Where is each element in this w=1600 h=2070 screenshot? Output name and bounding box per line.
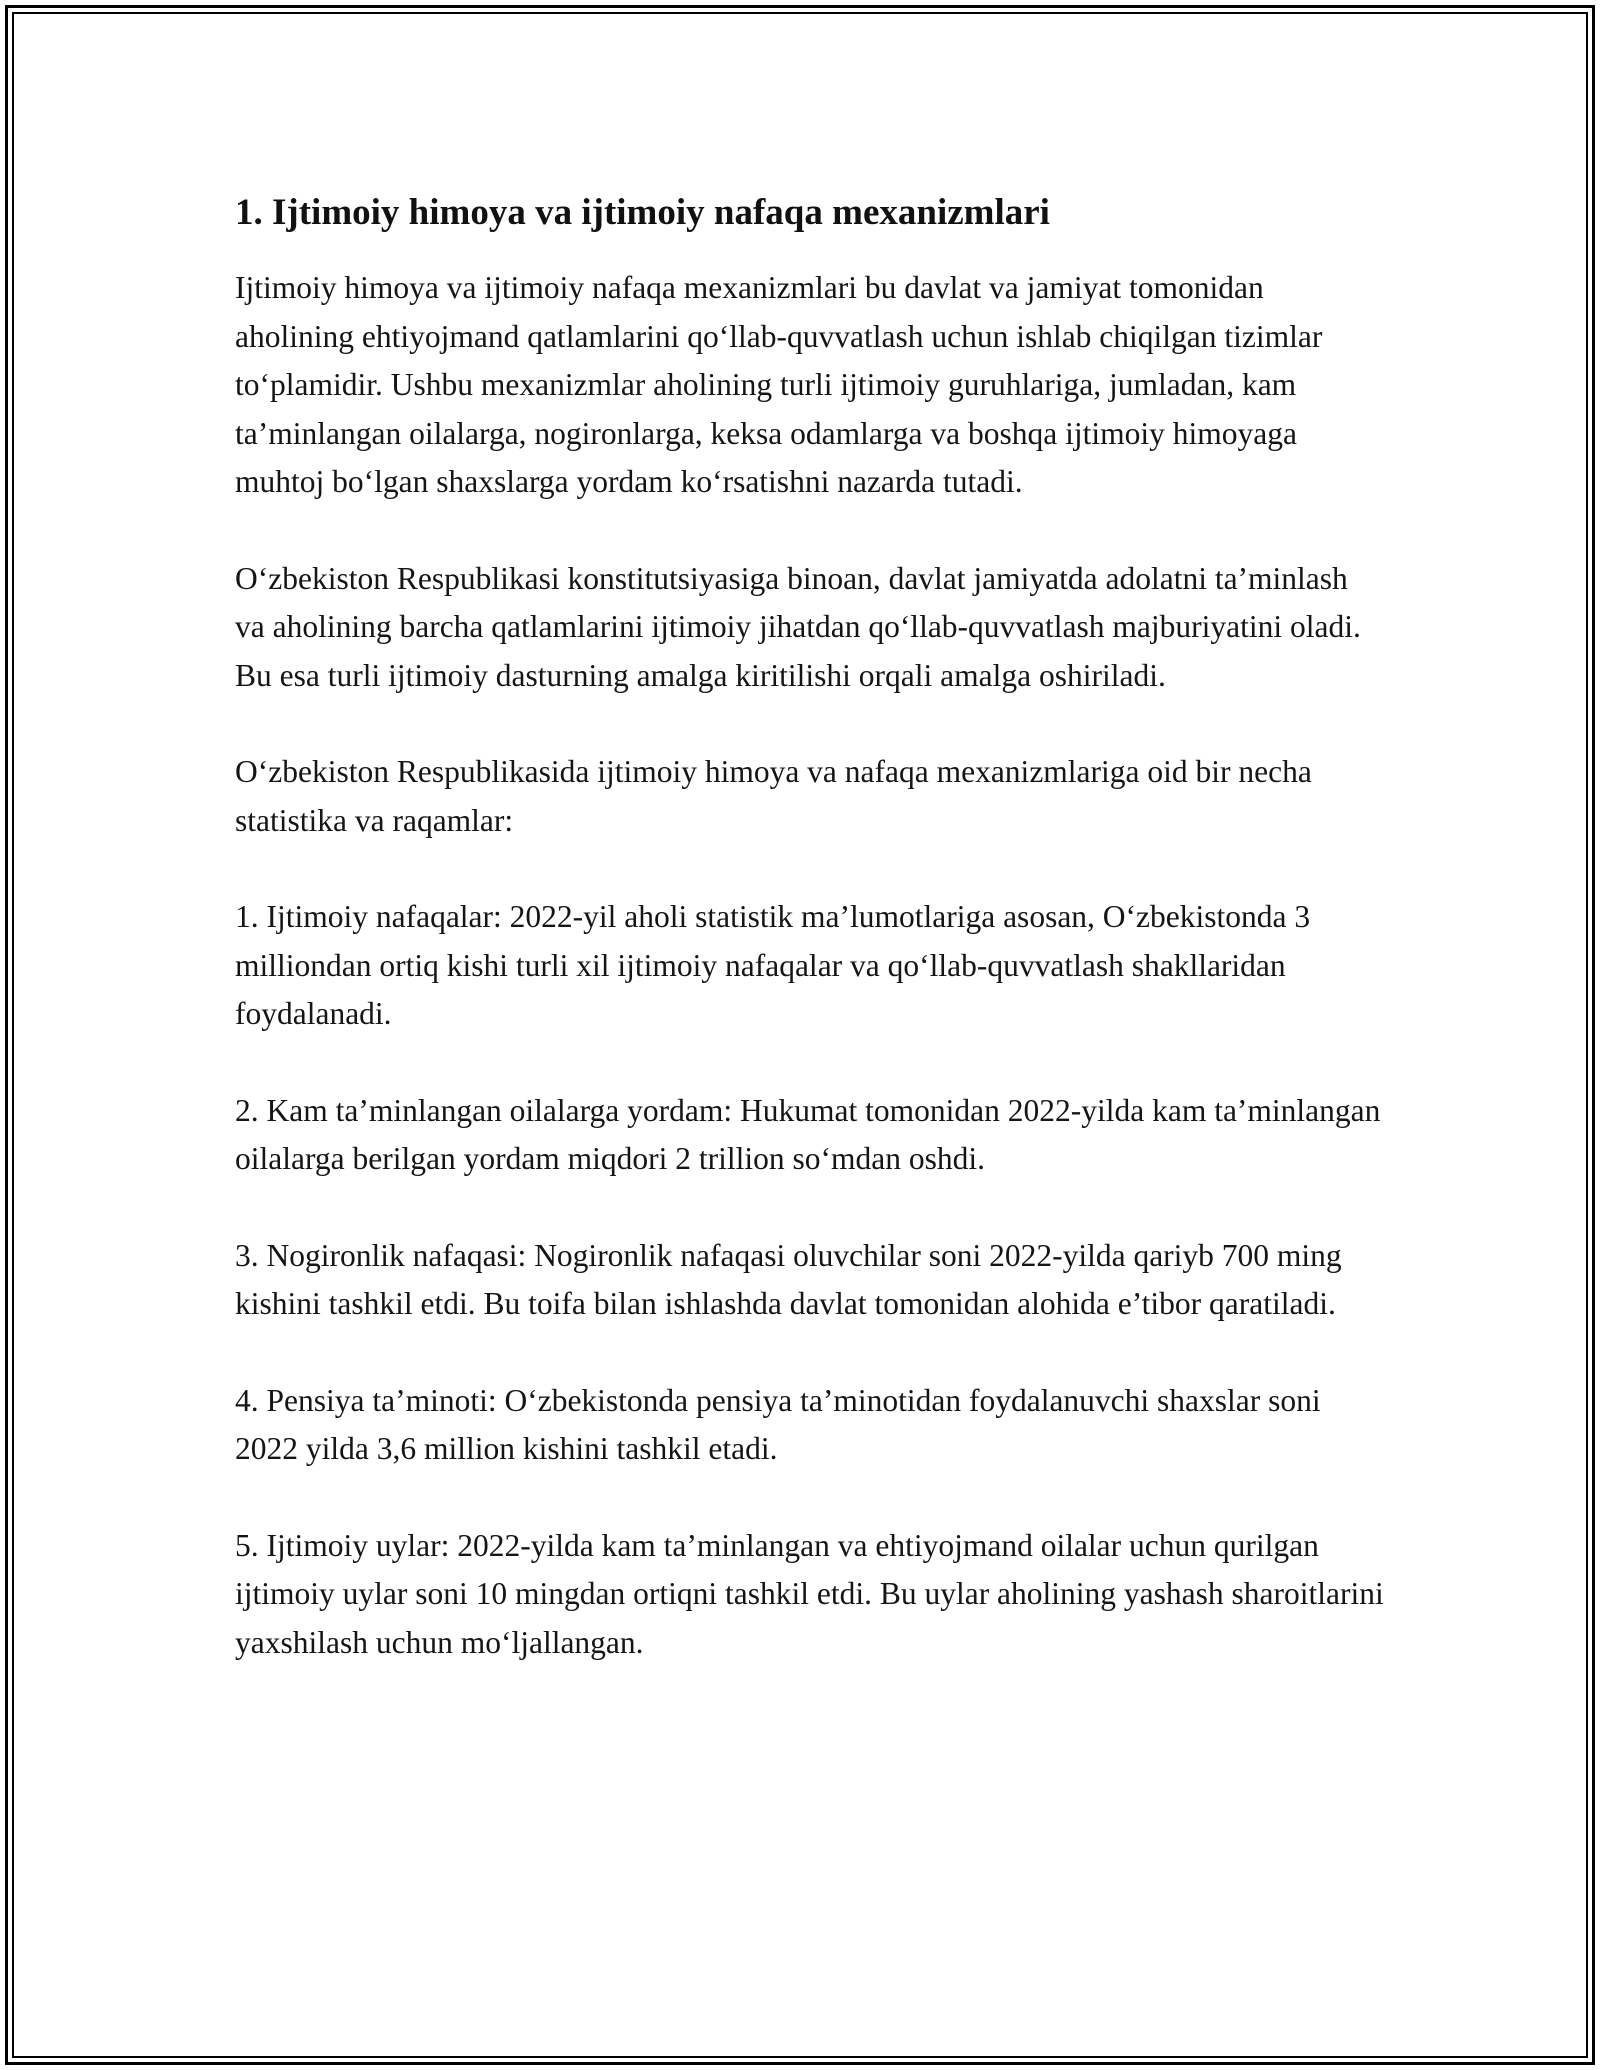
document-body (235, 188, 1385, 1715)
constitution-paragraph: O‘zbekiston Respublikasi konstitutsiyasiga binoan, davlat jamiyatda adolatni ta’minlash va aholining barcha qatlamlarini ijtimoiy jihatdan qo‘llab-quvvatlash majburiyatini oladi. Bu esa turli ijtimoiy dasturning amalga kiritilishi orqali amalga oshiriladi. (235, 560, 1361, 693)
statistic-item-5: 5. Ijtimoiy uylar: 2022-yilda kam ta’minlangan va ehtiyojmand oilalar uchun qurilgan ijtimoiy uylar soni 10 mingdan ortiqni tashkil etdi. Bu uylar aholining yashash sharoitlarini yaxshilash uchun mo‘ljallangan. (235, 1527, 1384, 1660)
statistic-item-2: 2. Kam ta’minlangan oilalarga yordam: Hukumat tomonidan 2022-yilda kam ta’minlangan oilalarga berilgan yordam miqdori 2 trillion so‘mdan oshdi. (235, 1092, 1381, 1176)
section-heading: 1. Ijtimoiy himoya va ijtimoiy nafaqa mexanizmlari (235, 192, 1050, 233)
statistic-item-4: 4. Pensiya ta’minoti: O‘zbekistonda pensiya ta’minotidan foydalanuvchi shaxslar soni 2022 yilda 3,6 million kishini tashkil etadi. (235, 1382, 1321, 1466)
intro-paragraph: Ijtimoiy himoya va ijtimoiy nafaqa mexanizmlari bu davlat va jamiyat tomonidan aholining ehtiyojmand qatlamlarini qo‘llab-quvvatlash uchun ishlab chiqilgan tizimlar to‘plamidir. Ushbu mexanizmlar aholining turli ijtimoiy guruhlariga, jumladan, kam ta’minlangan oilalarga, nogironlarga, keksa odamlarga va boshqa ijtimoiy himoyaga muhtoj bo‘lgan shaxslarga yordam ko‘rsatishni nazarda tutadi. (235, 270, 1323, 499)
statistics-intro-paragraph: O‘zbekiston Respublikasida ijtimoiy himoya va nafaqa mexanizmlariga oid bir necha statistika va raqamlar: (235, 754, 1312, 838)
statistic-item-1: 1. Ijtimoiy nafaqalar: 2022-yil aholi statistik ma’lumotlariga asosan, O‘zbekistonda 3 milliondan ortiq kishi turli xil ijtimoiy nafaqalar va qo‘llab-quvvatlash shakllaridan foydalanadi. (235, 899, 1311, 1031)
statistic-item-3: 3. Nogironlik nafaqasi: Nogironlik nafaqasi oluvchilar soni 2022-yilda qariyb 700 ming kishini tashkil etdi. Bu toifa bilan ishlashda davlat tomonidan alohida e’tibor qaratiladi. (235, 1237, 1342, 1321)
